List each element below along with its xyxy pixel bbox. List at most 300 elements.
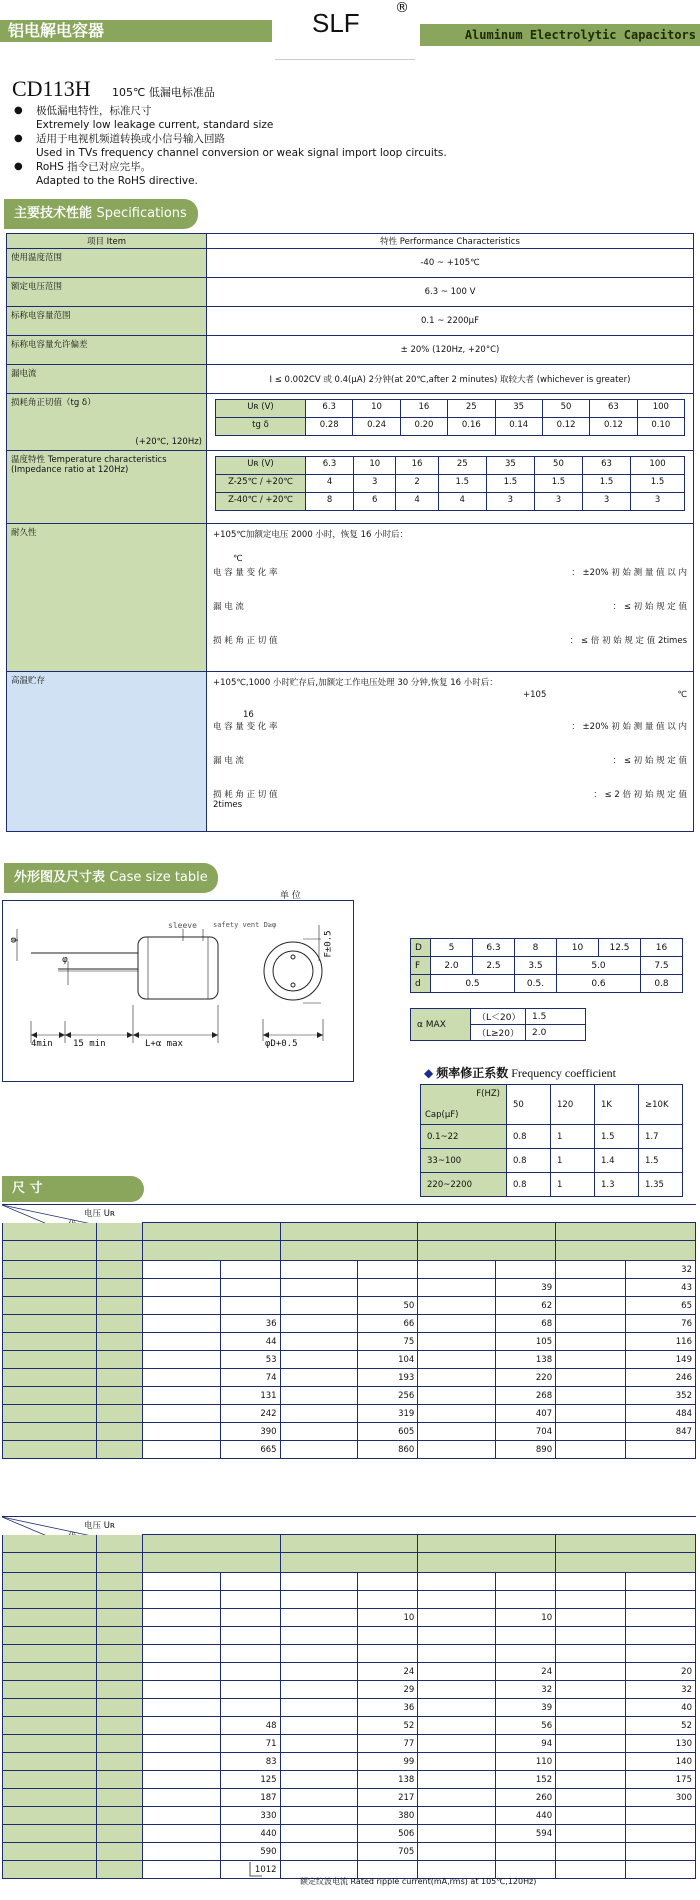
freq-col: 120: [551, 1085, 595, 1125]
size-cell: [556, 1663, 626, 1681]
size-cell: [280, 1405, 358, 1423]
cap-cell: [3, 1717, 97, 1735]
ripple-cell: [220, 1573, 280, 1591]
feature-cn: 适用于电视机频道转换或小信号输入回路: [36, 133, 225, 145]
size-cell: [418, 1333, 496, 1351]
temp-label-1: 温度特性 Temperature characteristics: [11, 455, 167, 465]
alpha-max-label: α MAX: [411, 1009, 471, 1041]
size-cell: [142, 1861, 220, 1879]
temp-value: 6: [354, 493, 396, 511]
ripple-cell: 65: [625, 1297, 695, 1315]
shelf-line-left: 电 容 量 变 化 率: [213, 722, 278, 732]
size-cell: [418, 1825, 496, 1843]
freq-val: 1: [551, 1149, 595, 1173]
size-cell: [142, 1279, 220, 1297]
ripple-cell: 319: [358, 1405, 418, 1423]
cap-cell: [3, 1789, 97, 1807]
shelf-tail: 2times: [213, 800, 243, 810]
endurance-line-right: ： ≤ 初 始 规 定 值: [612, 602, 687, 612]
cap-cell: [3, 1423, 97, 1441]
size-cell: [556, 1717, 626, 1735]
temp-v: 63: [583, 457, 631, 475]
sleeve-label: sleeve: [168, 921, 197, 930]
freq-val: 0.8: [507, 1149, 551, 1173]
ripple-cell: 705: [358, 1843, 418, 1861]
ripple-cell: [358, 1645, 418, 1663]
ripple-cell: [496, 1843, 556, 1861]
table-row: [3, 1441, 696, 1459]
size-cell: [142, 1387, 220, 1405]
size-cell: [418, 1807, 496, 1825]
size-cell: [280, 1573, 358, 1591]
dim-F: 2.0: [431, 957, 473, 975]
cap-cell: [3, 1627, 97, 1645]
ripple-cell: 94: [496, 1735, 556, 1753]
tand-v: 10: [353, 400, 400, 418]
temp-v: 6.3: [306, 457, 354, 475]
dim-D: 5: [431, 939, 473, 957]
size-cell: [556, 1333, 626, 1351]
ripple-cell: [626, 1645, 696, 1663]
ripple-cell: [220, 1645, 280, 1663]
ripple-cell: 99: [358, 1753, 418, 1771]
freq-cap: 33~100: [421, 1149, 507, 1173]
temp-value: 1.5: [534, 475, 582, 493]
ripple-cell: 66: [358, 1315, 418, 1333]
freq-head-cap: Cap(μF): [425, 1110, 459, 1120]
tand-value: 0.28: [306, 418, 353, 436]
product-subtitle: 105℃ 低漏电标准品: [112, 86, 215, 99]
freq-val: 1.4: [595, 1149, 639, 1173]
size-cell: [280, 1645, 358, 1663]
dim-F: 2.5: [473, 957, 515, 975]
ripple-cell: [358, 1261, 418, 1279]
size-cell: [280, 1333, 358, 1351]
feature-list: [14, 104, 447, 188]
ripple-cell: 104: [358, 1351, 418, 1369]
size-cell: [142, 1609, 220, 1627]
spec-title-cn: 主要技术性能: [14, 206, 93, 221]
dim-F: 7.5: [641, 957, 683, 975]
alpha-val: 2.0: [526, 1025, 586, 1041]
size-cell: [142, 1681, 220, 1699]
ripple-cell: 175: [626, 1771, 696, 1789]
size-cell: [280, 1387, 358, 1405]
size-cell: [142, 1315, 220, 1333]
size-cell: [280, 1807, 358, 1825]
size-cell: [556, 1297, 626, 1315]
temp-row-label: Z-25℃ / +20℃: [216, 475, 306, 493]
table-row: [3, 1369, 696, 1387]
dim-l: L+α max: [145, 1039, 183, 1049]
ripple-cell: [496, 1627, 556, 1645]
temp-v: 100: [631, 457, 685, 475]
size-cell: [280, 1771, 358, 1789]
freq-table: [420, 1084, 683, 1197]
table-row: [3, 1843, 696, 1861]
spec-title-en: Specifications: [96, 206, 187, 221]
cap-cell: [3, 1315, 97, 1333]
freq-col: 1K: [595, 1085, 639, 1125]
cap-cell: [3, 1591, 97, 1609]
tand-value: 0.14: [495, 418, 542, 436]
cap-cell: [3, 1681, 97, 1699]
code-cell: [96, 1405, 142, 1423]
code-cell: [96, 1627, 142, 1645]
dim-d: 0.8: [641, 975, 683, 993]
code-cell: [96, 1387, 142, 1405]
ripple-cell: 246: [625, 1369, 695, 1387]
ripple-cell: 847: [625, 1423, 695, 1441]
tand-label: 损耗角正切值（tg δ）: [11, 398, 96, 408]
size-cell: [280, 1423, 358, 1441]
size-cell: [556, 1387, 626, 1405]
code-cell: [96, 1807, 142, 1825]
size-cell: [556, 1351, 626, 1369]
ripple-cell: 860: [358, 1441, 418, 1459]
code-cell: [96, 1423, 142, 1441]
ripple-cell: [496, 1261, 556, 1279]
freq-val: 1: [551, 1173, 595, 1197]
ripple-cell: 40: [626, 1699, 696, 1717]
size-cell: [556, 1279, 626, 1297]
size-cell: [418, 1753, 496, 1771]
ripple-cell: 152: [496, 1771, 556, 1789]
ripple-cell: 484: [625, 1405, 695, 1423]
ripple-cell: 32: [496, 1681, 556, 1699]
freq-val: 0.8: [507, 1173, 551, 1197]
ripple-cell: [358, 1573, 418, 1591]
ripple-cell: 75: [358, 1333, 418, 1351]
shelf-hours: 16: [243, 710, 254, 720]
code-cell: [96, 1825, 142, 1843]
size-cell: [142, 1333, 220, 1351]
ripple-cell: 32: [625, 1261, 695, 1279]
table-row: [3, 1789, 696, 1807]
diamond-icon: ◆: [424, 1066, 434, 1080]
size-cell: [142, 1441, 220, 1459]
ripple-cell: 105: [496, 1333, 556, 1351]
size-cell: [556, 1843, 626, 1861]
shelf-line-left: 损 耗 角 正 切 值: [213, 790, 278, 800]
code-cell: [96, 1315, 142, 1333]
case-title-en: Case size table: [109, 870, 208, 885]
freq-title-cn: 频率修正系数: [436, 1066, 509, 1080]
header-right-title: Aluminum Electrolytic Capacitors: [420, 24, 700, 46]
table-row: [3, 1753, 696, 1771]
cap-cell: [3, 1807, 97, 1825]
size-voltage-label: 电压 Uʀ: [84, 1209, 116, 1219]
tand-value: 0.12: [542, 418, 589, 436]
cap-cell: [3, 1663, 97, 1681]
size-cell: [142, 1807, 220, 1825]
ripple-cell: [220, 1681, 280, 1699]
ripple-cell: [220, 1297, 280, 1315]
freq-cap: 220~2200: [421, 1173, 507, 1197]
tand-v: 6.3: [306, 400, 353, 418]
table-row: [3, 1699, 696, 1717]
ripple-cell: 242: [220, 1405, 280, 1423]
table-row: [3, 1297, 696, 1315]
code-cell: [96, 1717, 142, 1735]
temp-value: 1.5: [438, 475, 486, 493]
shelf-line-left: 漏 电 流: [213, 756, 244, 766]
cap-cell: [3, 1699, 97, 1717]
size-cell: [280, 1315, 358, 1333]
size-cell: [418, 1645, 496, 1663]
ripple-cell: [496, 1645, 556, 1663]
footnote-bracket: [248, 1862, 262, 1880]
temp-value: 3: [534, 493, 582, 511]
table-row: [3, 1609, 696, 1627]
alpha-cond: （L＜20）: [471, 1009, 526, 1025]
size-voltage-label: 电压 Uʀ: [84, 1521, 116, 1531]
ripple-cell: 20: [626, 1663, 696, 1681]
header-left-title: 铝电解电容器: [0, 20, 272, 42]
ripple-cell: 300: [626, 1789, 696, 1807]
dim-label: F: [411, 957, 431, 975]
shelf-temp: +105: [523, 690, 547, 700]
spec-label: 漏电流: [7, 365, 207, 394]
ripple-cell: 605: [358, 1423, 418, 1441]
temp-cell: [207, 451, 694, 524]
ripple-cell: [220, 1591, 280, 1609]
temp-row-label: Z-40℃ / +20℃: [216, 493, 306, 511]
dimension-table: [410, 938, 683, 993]
temp-v: 25: [438, 457, 486, 475]
size-cell: [556, 1699, 626, 1717]
ripple-cell: 187: [220, 1789, 280, 1807]
freq-val: 1: [551, 1125, 595, 1149]
tand-v: 100: [637, 400, 684, 418]
size-cell: [418, 1297, 496, 1315]
case-title-cn: 外形图及尺寸表: [14, 870, 106, 885]
ripple-cell: [220, 1279, 280, 1297]
table-row: [3, 1351, 696, 1369]
dim-phi-lead: φ: [8, 937, 19, 943]
ripple-cell: [626, 1609, 696, 1627]
tand-v: 63: [590, 400, 637, 418]
dim-d: φD+0.5: [265, 1039, 298, 1049]
ripple-cell: 138: [358, 1771, 418, 1789]
ripple-cell: 140: [626, 1753, 696, 1771]
temp-value: 8: [306, 493, 354, 511]
alpha-cond: （L≥20）: [471, 1025, 526, 1041]
code-cell: [96, 1735, 142, 1753]
unit-label: 单 位: [280, 891, 301, 901]
ripple-cell: [496, 1591, 556, 1609]
size-cell: [556, 1609, 626, 1627]
freq-cap: 0.1~22: [421, 1125, 507, 1149]
size-cell: [280, 1279, 358, 1297]
dim-label: d: [411, 975, 431, 993]
size-cell: [418, 1843, 496, 1861]
tand-tg-label: tg δ: [216, 418, 306, 436]
size-table-2-grid: [2, 1534, 696, 1879]
code-cell: [96, 1441, 142, 1459]
size-section-tab: 尺 寸: [2, 1176, 144, 1202]
ripple-cell: 131: [220, 1387, 280, 1405]
size-cell: [142, 1351, 220, 1369]
temp-table: [215, 456, 685, 511]
endurance-cell: [207, 524, 694, 672]
ripple-cell: 52: [626, 1717, 696, 1735]
size-cell: [280, 1369, 358, 1387]
feature-cn: RoHS 指令已对应完毕。: [36, 161, 152, 173]
dim-D: 10: [557, 939, 599, 957]
ripple-cell: 50: [358, 1297, 418, 1315]
size-cell: [556, 1369, 626, 1387]
table-row: [3, 1591, 696, 1609]
shelf-cell: [207, 672, 694, 832]
code-cell: [96, 1789, 142, 1807]
size-cell: [142, 1735, 220, 1753]
size-cell: [556, 1825, 626, 1843]
endurance-line-right: ： ≤ 倍 初 始 规 定 值 2times: [569, 636, 687, 646]
size-cell: [418, 1681, 496, 1699]
spec-label: 标称电容量范围: [7, 307, 207, 336]
endurance-intro: +105℃加额定电压 2000 小时，恢复 16 小时后：: [213, 530, 409, 540]
freq-title: [424, 1064, 616, 1081]
cap-cell: [3, 1753, 97, 1771]
size-cell: [556, 1735, 626, 1753]
code-cell: [96, 1333, 142, 1351]
table-row: [3, 1735, 696, 1753]
ripple-cell: 440: [220, 1825, 280, 1843]
spec-value: I ≤ 0.002CV 或 0.4(μA) 2分钟(at 20℃,after 2 minutes) 取较大者 (whichever is greater): [207, 365, 694, 394]
dim-4min: 4min: [31, 1039, 53, 1049]
size-cell: [556, 1627, 626, 1645]
endurance-line-left: 漏 电 流: [213, 602, 244, 612]
ripple-cell: [220, 1663, 280, 1681]
size-cell: [556, 1861, 626, 1879]
temp-value: 4: [438, 493, 486, 511]
spec-table: [6, 233, 694, 832]
ripple-cell: 32: [626, 1681, 696, 1699]
cap-cell: [3, 1279, 97, 1297]
shelf-line-right: ： ≤ 2 倍 初 始 规 定 值: [593, 790, 687, 800]
ripple-cell: [358, 1279, 418, 1297]
size-cell: [556, 1645, 626, 1663]
size-cell: [418, 1627, 496, 1645]
table-row: [3, 1387, 696, 1405]
size-cell: [280, 1591, 358, 1609]
dim-label: D: [411, 939, 431, 957]
table-row: [3, 1807, 696, 1825]
code-cell: [96, 1771, 142, 1789]
size-cell: [556, 1441, 626, 1459]
cap-cell: [3, 1351, 97, 1369]
size-cell: [280, 1825, 358, 1843]
endurance-line-left: 电 容 量 变 化 率: [213, 568, 278, 578]
size-cell: [142, 1771, 220, 1789]
cap-cell: [3, 1369, 97, 1387]
code-cell: [96, 1261, 142, 1279]
freq-val: 1.5: [595, 1125, 639, 1149]
size-cell: [418, 1315, 496, 1333]
ripple-cell: 24: [358, 1663, 418, 1681]
cap-cell: [3, 1609, 97, 1627]
freq-col: ≥10K: [639, 1085, 683, 1125]
ripple-cell: 268: [496, 1387, 556, 1405]
ripple-cell: 29: [358, 1681, 418, 1699]
size-cell: [280, 1753, 358, 1771]
ripple-cell: [358, 1627, 418, 1645]
size-cell: [556, 1591, 626, 1609]
size-cell: [280, 1663, 358, 1681]
size-cell: [280, 1735, 358, 1753]
temp-value: 1.5: [583, 475, 631, 493]
dim-D: 6.3: [473, 939, 515, 957]
spec-value: -40 ~ +105℃: [207, 249, 694, 278]
tand-label-cell: [7, 394, 207, 451]
size-cell: [142, 1753, 220, 1771]
size-cell: [142, 1699, 220, 1717]
temp-ur-label: Uʀ (V): [216, 457, 306, 475]
ripple-cell: 890: [496, 1441, 556, 1459]
ripple-cell: [626, 1861, 696, 1879]
table-row: [3, 1315, 696, 1333]
tand-value: 0.16: [448, 418, 495, 436]
table-row: [3, 1717, 696, 1735]
ripple-cell: 390: [220, 1423, 280, 1441]
freq-val: 1.3: [595, 1173, 639, 1197]
size-cell: [418, 1771, 496, 1789]
size-cell: [280, 1681, 358, 1699]
dim-d: 0.5: [431, 975, 515, 993]
tand-ur-label: Uʀ (V): [216, 400, 306, 418]
ripple-cell: 352: [625, 1387, 695, 1405]
ripple-cell: 44: [220, 1333, 280, 1351]
table-row: [3, 1645, 696, 1663]
ripple-cell: 380: [358, 1807, 418, 1825]
dim-15min: 15 min: [73, 1039, 106, 1049]
feature-en: Used in TVs frequency channel conversion or weak signal import loop circuits.: [36, 147, 447, 159]
spec-label: 使用温度范围: [7, 249, 207, 278]
freq-val: 0.8: [507, 1125, 551, 1149]
size-table-1-grid: [2, 1222, 696, 1459]
dim-d: 0.6: [557, 975, 641, 993]
alpha-max-table: [410, 1008, 586, 1041]
shelf-intro: +105℃,1000 小时贮存后,加额定工作电压处理 30 分钟,恢复 16 小时后：: [213, 678, 498, 688]
spec-value: ± 20% (120Hz, +20°C): [207, 336, 694, 365]
size-cell: [280, 1627, 358, 1645]
shelf-unit: ℃: [677, 690, 687, 700]
feature-en: Extremely low leakage current, standard size: [36, 119, 274, 131]
size-cell: [556, 1315, 626, 1333]
size-cell: [418, 1699, 496, 1717]
ripple-cell: 125: [220, 1771, 280, 1789]
cap-cell: [3, 1843, 97, 1861]
ripple-cell: 62: [496, 1297, 556, 1315]
freq-title-en: Frequency coefficient: [511, 1066, 616, 1080]
ripple-cell: 440: [496, 1807, 556, 1825]
tand-table: [215, 399, 685, 436]
dim-D: 12.5: [599, 939, 641, 957]
product-model: CD113H: [12, 76, 91, 101]
ripple-cell: 74: [220, 1369, 280, 1387]
size-cell: [142, 1789, 220, 1807]
freq-val: 1.35: [639, 1173, 683, 1197]
ripple-cell: 36: [220, 1315, 280, 1333]
size-cell: [418, 1441, 496, 1459]
ripple-cell: 138: [496, 1351, 556, 1369]
cap-cell: [3, 1573, 97, 1591]
size-cell: [418, 1735, 496, 1753]
ripple-cell: 77: [358, 1735, 418, 1753]
dim-d: 0.5.: [515, 975, 557, 993]
ripple-cell: [496, 1573, 556, 1591]
